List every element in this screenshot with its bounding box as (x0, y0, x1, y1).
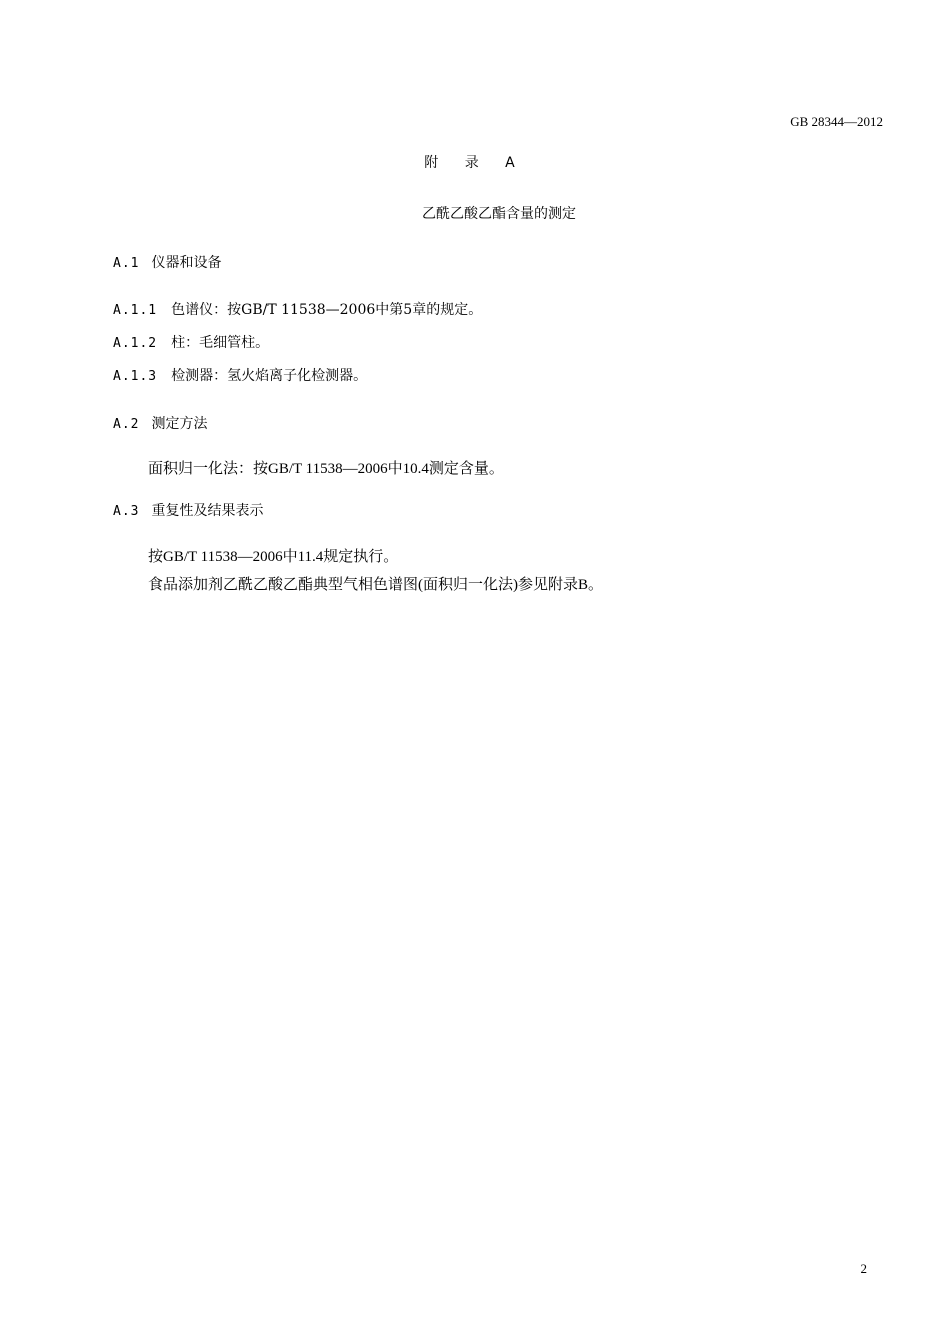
clause-text: 检测器：氢火焰离子化检测器。 (171, 368, 368, 384)
clause-number: A.1.2 (113, 336, 158, 351)
page-number: 2 (860, 1261, 867, 1276)
section-title: 重复性及结果表示 (151, 503, 264, 519)
section-a3-body-line-2: 食品添加剂乙酰乙酸乙酯典型气相色谱图(面积归一化法)参见附录B。 (148, 577, 603, 593)
clause-number: A.1.1 (113, 303, 158, 318)
section-a2-body: 面积归一化法：按GB/T 11538—2006中10.4测定含量。 (148, 461, 504, 477)
clause-a1-3 (113, 365, 367, 385)
section-heading-a2 (113, 413, 207, 433)
section-title: 仪器和设备 (151, 255, 222, 271)
appendix-title: 乙酰乙酸乙酯含量的测定 (422, 206, 576, 222)
clause-text: 柱：毛细管柱。 (171, 335, 270, 351)
clause-number: A.1.3 (113, 369, 158, 384)
section-heading-a3 (113, 500, 263, 520)
section-number: A.2 (113, 417, 140, 432)
appendix-label: 附 录 A (424, 155, 526, 171)
section-heading-a1 (113, 252, 221, 272)
clause-a1-2 (113, 332, 269, 352)
clause-a1-1 (113, 299, 482, 319)
section-title: 测定方法 (151, 416, 208, 432)
standard-code: GB 28344—2012 (790, 114, 883, 129)
section-a3-body-line-1: 按GB/T 11538—2006中11.4规定执行。 (148, 549, 399, 565)
section-number: A.1 (113, 256, 140, 271)
clause-text: 色谱仪：按GB/T 11538—2006中第5章的规定。 (171, 302, 483, 318)
section-number: A.3 (113, 504, 140, 519)
